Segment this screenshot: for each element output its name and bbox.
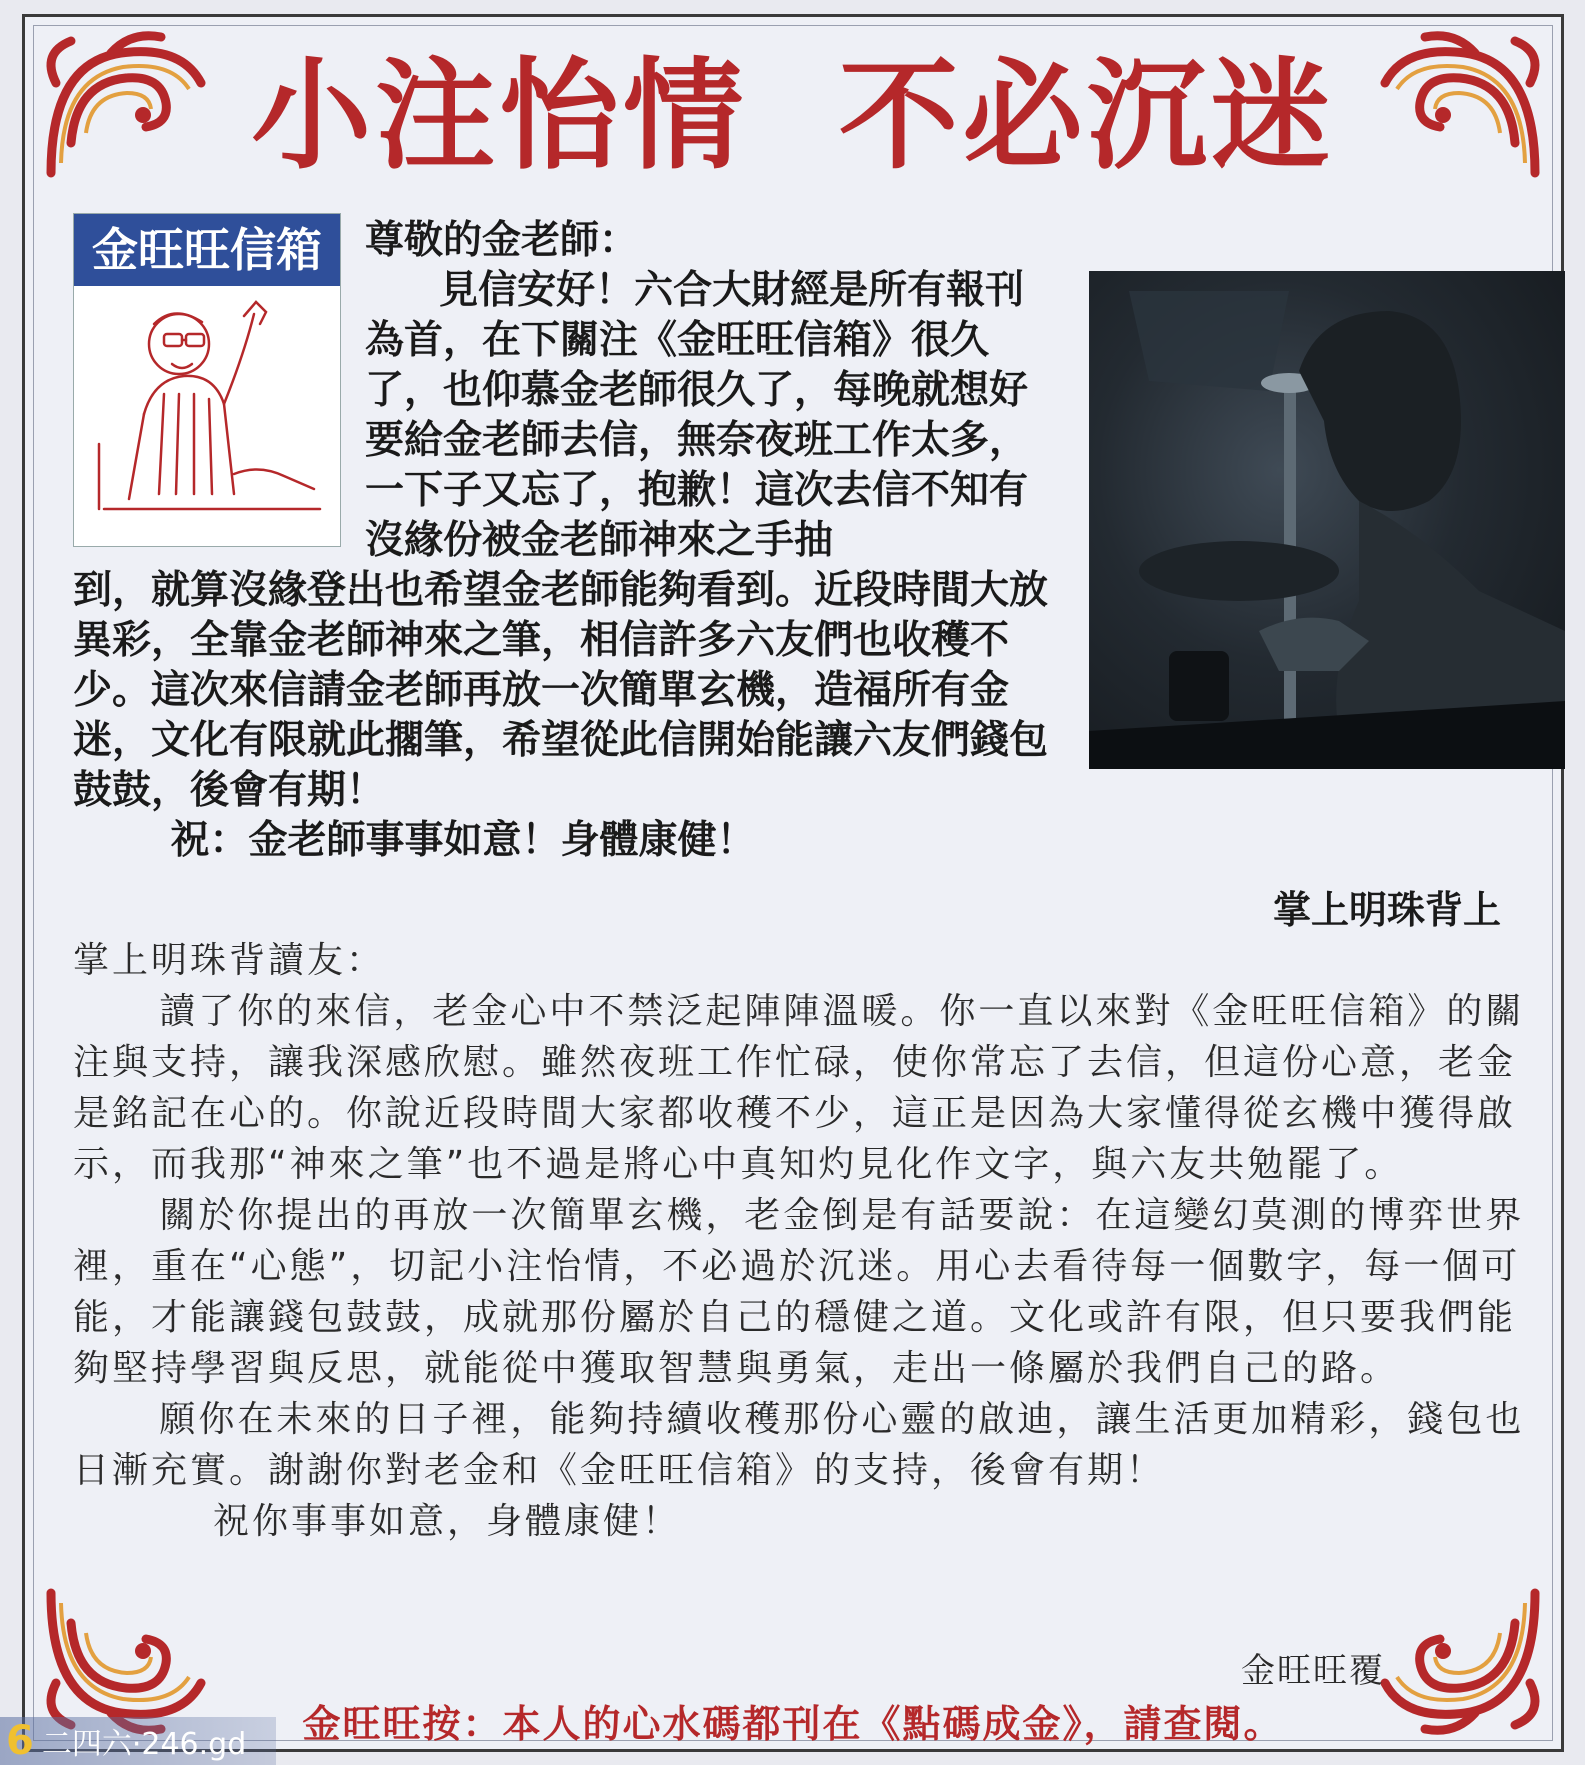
- columnist-reply: [73, 935, 1543, 1547]
- reply-paragraph-2: 關於你提出的再放一次簡單玄機，老金倒是有話要說：在這變幻莫測的博弈世界裡，重在“心態”，切記小注怡情，不必過於沉迷。用心去看待每一個數字，每一個可能，才能讓錢包鼓鼓，成就那份屬於自己的穩健之道。文化或許有限，但只要我們能夠堅持學習與反思，就能從中獲取智慧與勇氣，走出一條屬於我們自己的路。: [73, 1195, 1525, 1389]
- page-frame: [22, 14, 1564, 1752]
- watermark-number: 6: [6, 1718, 34, 1764]
- mailbox-label: 金旺旺信箱: [74, 214, 340, 286]
- reply-paragraph-3: 願你在未來的日子裡，能夠持續收穫那份心靈的啟迪，讓生活更加精彩，錢包也日漸充實。謝謝你對老金和《金旺旺信箱》的支持，後會有期！: [73, 1399, 1525, 1491]
- letter-body-full: 到，就算沒緣登出也希望金老師能夠看到。近段時間大放異彩，全靠金老師神來之筆，相信許多六友們也收穫不少。這次來信請金老師再放一次簡單玄機，造福所有金迷，文化有限就此擱筆，希望從此信開始能讓六友們錢包鼓鼓，後會有期！: [73, 567, 1049, 813]
- editor-footnote: 金旺旺按：本人的心水碼都刊在《點碼成金》，請查閱。: [302, 1702, 1284, 1746]
- reader-letter: [73, 215, 1073, 865]
- reply-signature: 金旺旺覆: [1241, 1651, 1385, 1691]
- letter-signature: 掌上明珠背上: [1272, 887, 1501, 932]
- reply-greeting: 掌上明珠背讀友：: [73, 940, 386, 981]
- reply-wish: 祝你事事如意，身體康健！: [213, 1501, 682, 1542]
- watermark-text: 二四六·246.gd: [41, 1727, 247, 1762]
- night-desk-photo: [1089, 271, 1565, 769]
- reply-paragraph-1: 讀了你的來信，老金心中不禁泛起陣陣溫暖。你一直以來對《金旺旺信箱》的關注與支持，讓我深感欣慰。雖然夜班工作忙碌，使你常忘了去信，但這份心意，老金是銘記在心的。你說近段時間大家都收穫不少，這正是因為大家懂得從玄機中獲得啟示，而我那“神來之筆”也不過是將心中真知灼見化作文字，與六友共勉罷了。: [73, 991, 1525, 1185]
- page-title: 小注怡情 不必沉迷: [251, 47, 1335, 186]
- letter-greeting: 尊敬的金老師：: [365, 217, 639, 263]
- letter-body-wrapped: 見信安好！六合大財經是所有報刊為首，在下關注《金旺旺信箱》很久了，也仰慕金老師很久了，每晚就想好要給金老師去信，無奈夜班工作太多，一下子又忘了，抱歉！這次去信不知有沒緣份被金老師神來之手抽: [365, 267, 1029, 563]
- site-watermark: [0, 1717, 276, 1765]
- letter-wish: 祝：金老師事事如意！身體康健！: [170, 817, 756, 863]
